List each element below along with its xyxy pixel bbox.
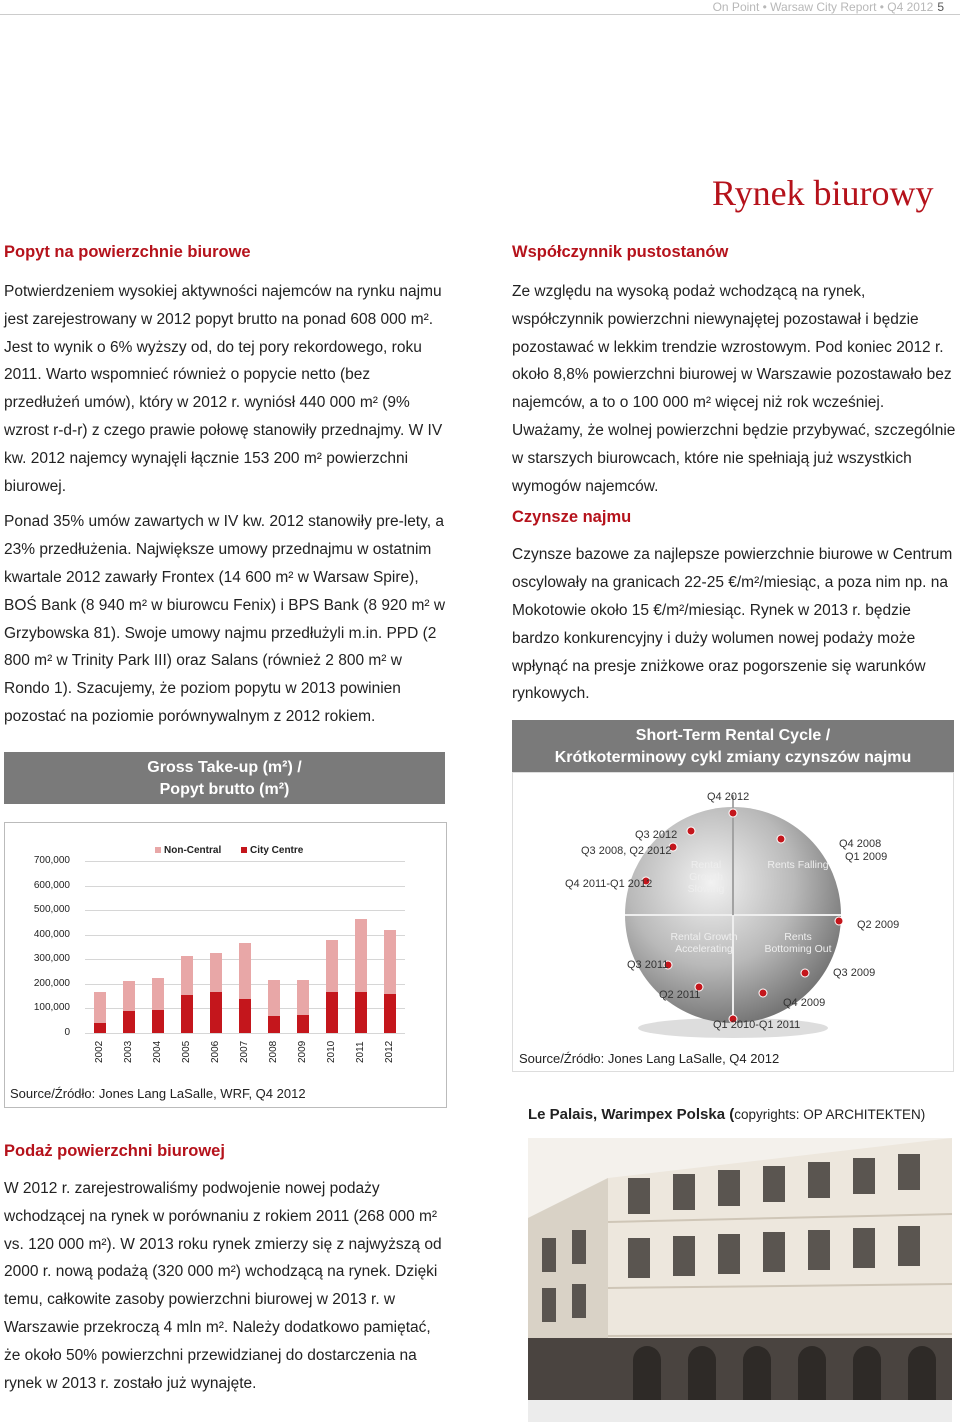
bar-city-centre-2011 (355, 992, 367, 1033)
cycle-dot (759, 989, 767, 997)
page-number: 5 (937, 0, 944, 14)
bar-non-central-2005 (181, 956, 193, 995)
legend-label: Non-Central (164, 845, 222, 856)
bar-city-centre-2007 (239, 999, 251, 1033)
cycle-dot (835, 917, 843, 925)
y-tick-label: 100,000 (33, 1002, 70, 1014)
cycle-label: Q3 2009 (833, 967, 876, 979)
bar-city-centre-2010 (326, 992, 338, 1033)
cycle-label: Q1 2010-Q1 2011 (713, 1019, 801, 1031)
y-tick-label: 600,000 (33, 879, 70, 891)
bar-non-central-2012 (384, 930, 396, 994)
x-tick-label: 2005 (180, 1040, 192, 1063)
x-tick-label: 2007 (239, 1040, 250, 1063)
bar-city-centre-2005 (181, 995, 193, 1033)
y-tick-label: 700,000 (33, 855, 70, 866)
y-tick-label: 300,000 (33, 953, 70, 965)
section-title: Rynek biurowy (712, 173, 934, 213)
take-up-text (4, 278, 449, 731)
legend-item (241, 845, 303, 856)
bar-non-central-2007 (239, 943, 251, 998)
cycle-dot (687, 827, 695, 835)
header-rule (0, 14, 960, 15)
rental-cycle-diagram (512, 772, 954, 1072)
quadrant-rents-bottoming: Rents Bottoming Out (764, 931, 832, 955)
x-tick-label: 2012 (384, 1040, 396, 1063)
take-up-para-2: Ponad 35% umów zawartych w IV kw. 2012 stanowiły pre-lety, a 23% przedłużenia. Największe umowy przednajmu w ostatnim kwartale 2012 zawarły Frontex (14 600 m² w Warsaw Spire), BOŚ Bank (8 940 m² w biurowcu Fenix) i BPS Bank (8 920 m² w Grzybowska 81). Swoje umowy najmu przedłużyli m.in. PPD (2 800 m² w Trinity Park III) oraz Salans (również 2 800 m² w Rondo 1). Szacujemy, że poziom popytu w 2013 powinien pozostać na poziomie porównywalnym z 2012 rokiem. (4, 513, 446, 725)
take-up-heading: Popyt na powierzchnie biurowe (4, 243, 251, 261)
vacancy-text: Ze względu na wysoką podaż wchodzącą na rynek, współczynnik powierzchni niewynajętej pozostawał i będzie pozostawać w lekkim trendzie wzrostowym. Pod koniec 2012 r. około 8,8% powierzchni biurowej w Warszawie pozostawało bez najemców, a to o 100 000 m² więcej niż rok wcześniej. Uważamy, że wolnej powierzchni będzie przybywać, szczególnie w starszych biurowcach, które nie spełniają już wszystkich wymogów najemców. (512, 283, 956, 495)
bar-non-central-2006 (210, 953, 222, 992)
bar-city-centre-2008 (268, 1016, 280, 1033)
gridline (85, 886, 405, 887)
supply-heading: Podaż powierzchni biurowej (4, 1142, 225, 1160)
rental-cycle-source: Source/Źródło: Jones Lang LaSalle, Q4 2012 (519, 1051, 780, 1066)
bar-city-centre-2009 (297, 1015, 309, 1033)
gridline (85, 1033, 405, 1034)
quadrant-growth-accelerating: Rental Growth Accelerating (670, 931, 738, 955)
x-tick-label: 2008 (268, 1040, 280, 1063)
supply-section (4, 1142, 449, 1397)
take-up-chart-header (4, 752, 445, 804)
x-tick-label: 2006 (209, 1040, 221, 1063)
take-up-chart (4, 822, 447, 1108)
x-tick-label: 2004 (151, 1040, 163, 1063)
legend-item (155, 845, 221, 856)
bar-city-centre-2002 (94, 1023, 106, 1033)
y-tick-label: 200,000 (33, 977, 70, 989)
bar-city-centre-2012 (384, 994, 396, 1033)
take-up-chart-plot (5, 823, 446, 1107)
rents-heading: Czynsze najmu (512, 508, 632, 527)
take-up-para-1: Potwierdzeniem wysokiej aktywności najemców na rynku najmu jest zarejestrowany w 2012 popyt brutto na ponad 608 000 m². Jest to wynik o 6% wyższy od, do tej pory rekordowego, roku 2011. Warto wspomnieć również o popycie netto (bez przedłużeń umów), który w 2012 r. wyniósł 440 000 m² (9% wzrost r-d-r) z czego prawie połowę stanowiły przednajmy. W IV kw. 2012 najemcy wynajęli łącznie 153 200 m² powierzchni biurowej. (4, 283, 443, 495)
bar-non-central-2004 (152, 978, 164, 1010)
photo-caption-credit: copyrights: OP ARCHITEKTEN) (734, 1107, 926, 1122)
cycle-dot (777, 835, 785, 843)
bar-city-centre-2006 (210, 992, 222, 1033)
report-header (713, 0, 944, 14)
rental-cycle-title-1: Short-Term Rental Cycle / (635, 727, 831, 744)
quadrant-growth-slowing: Rental Growth Slowing (687, 859, 725, 895)
cycle-label: Q2 2011 (659, 989, 701, 1001)
building-illustration (528, 1138, 952, 1422)
x-tick-label: 2009 (297, 1040, 309, 1063)
take-up-section (4, 243, 449, 739)
legend-label: City Centre (250, 845, 304, 856)
gridline (85, 861, 405, 862)
legend-swatch (155, 847, 161, 853)
gridline (85, 910, 405, 911)
take-up-chart-title-1: Gross Take-up (m²) / (147, 759, 302, 776)
rental-cycle-header (512, 720, 954, 772)
bar-non-central-2009 (297, 980, 309, 1014)
supply-text: W 2012 r. zarejestrowaliśmy podwojenie nowej podaży wchodzącej na rynek w porównaniu z rokiem 2011 (268 000 m² vs. 120 000 m²). W 2013 roku rynek zmierzy się z najwyższą od 2000 r. nową podażą (320 000 m²) wchodzącą na rynek. Dzięki temu, całkowite zasoby powierzchni biurowej w 2013 r. w Warszawie przekroczą 4 mln m². Należy dodatkowo pamiętać, że około 50% powierzchni przewidzianej do dostarczenia na rynek w 2013 r. zostało już wynajęte. (4, 1180, 442, 1392)
rents-text: Czynsze bazowe za najlepsze powierzchnie biurowe w Centrum oscylowały na granicach 22-25 €/m²/miesiąc, a poza nim np. na Mokotowie około 15 €/m²/miesiąc. Rynek w 2013 r. będzie bardzo konkurencyjny i duży wolumen nowej podaży może wpłynąć na presje zniżkowe oraz pogorszenie się warunków rynkowych. (512, 546, 953, 703)
rental-cycle-title-2: Krótkoterminowy cykl zmiany czynszów najmu (554, 749, 912, 766)
bar-non-central-2011 (355, 919, 367, 993)
vacancy-section (512, 243, 958, 708)
bar-non-central-2003 (123, 981, 135, 1010)
legend-swatch (241, 847, 247, 853)
cycle-label: Q4 2009 (783, 997, 826, 1009)
take-up-chart-source: Source/Źródło: Jones Lang LaSalle, WRF, Q4 2012 (10, 1086, 306, 1101)
bar-non-central-2010 (326, 940, 338, 993)
bar-city-centre-2003 (123, 1011, 135, 1033)
bar-non-central-2002 (94, 992, 106, 1023)
x-tick-label: 2003 (122, 1040, 134, 1063)
bar-non-central-2008 (268, 980, 280, 1016)
photo-caption (528, 1106, 925, 1123)
vacancy-heading: Współczynnik pustostanów (512, 243, 729, 261)
photo-caption-title: Le Palais, Warimpex Polska ( (528, 1106, 735, 1123)
x-tick-label: 2010 (326, 1040, 338, 1063)
cycle-label: Q4 2012 (707, 791, 750, 803)
cycle-dot (801, 969, 809, 977)
cycle-label: Q1 2009 (845, 851, 888, 863)
bar-city-centre-2004 (152, 1010, 164, 1033)
report-name: On Point • Warsaw City Report • Q4 2012 (712, 0, 934, 14)
cycle-dot (729, 809, 737, 817)
y-tick-label: 0 (64, 1027, 70, 1038)
x-tick-label: 2011 (355, 1041, 367, 1063)
quadrant-rents-falling: Rents Falling (767, 859, 829, 871)
cycle-label: Q2 2009 (857, 919, 900, 931)
cycle-label: Q4 2008 (839, 838, 882, 850)
building-photo (528, 1138, 952, 1422)
cycle-label: Q3 2011 (627, 959, 669, 971)
cycle-label: Q3 2012 (635, 829, 678, 841)
cycle-label: Q3 2008, Q2 2012 (581, 845, 672, 857)
cycle-label: Q4 2011-Q1 2012 (565, 878, 653, 890)
x-tick-label: 2002 (93, 1040, 105, 1063)
take-up-chart-title-2: Popyt brutto (m²) (159, 781, 290, 798)
y-tick-label: 500,000 (33, 904, 70, 916)
y-tick-label: 400,000 (33, 928, 70, 940)
